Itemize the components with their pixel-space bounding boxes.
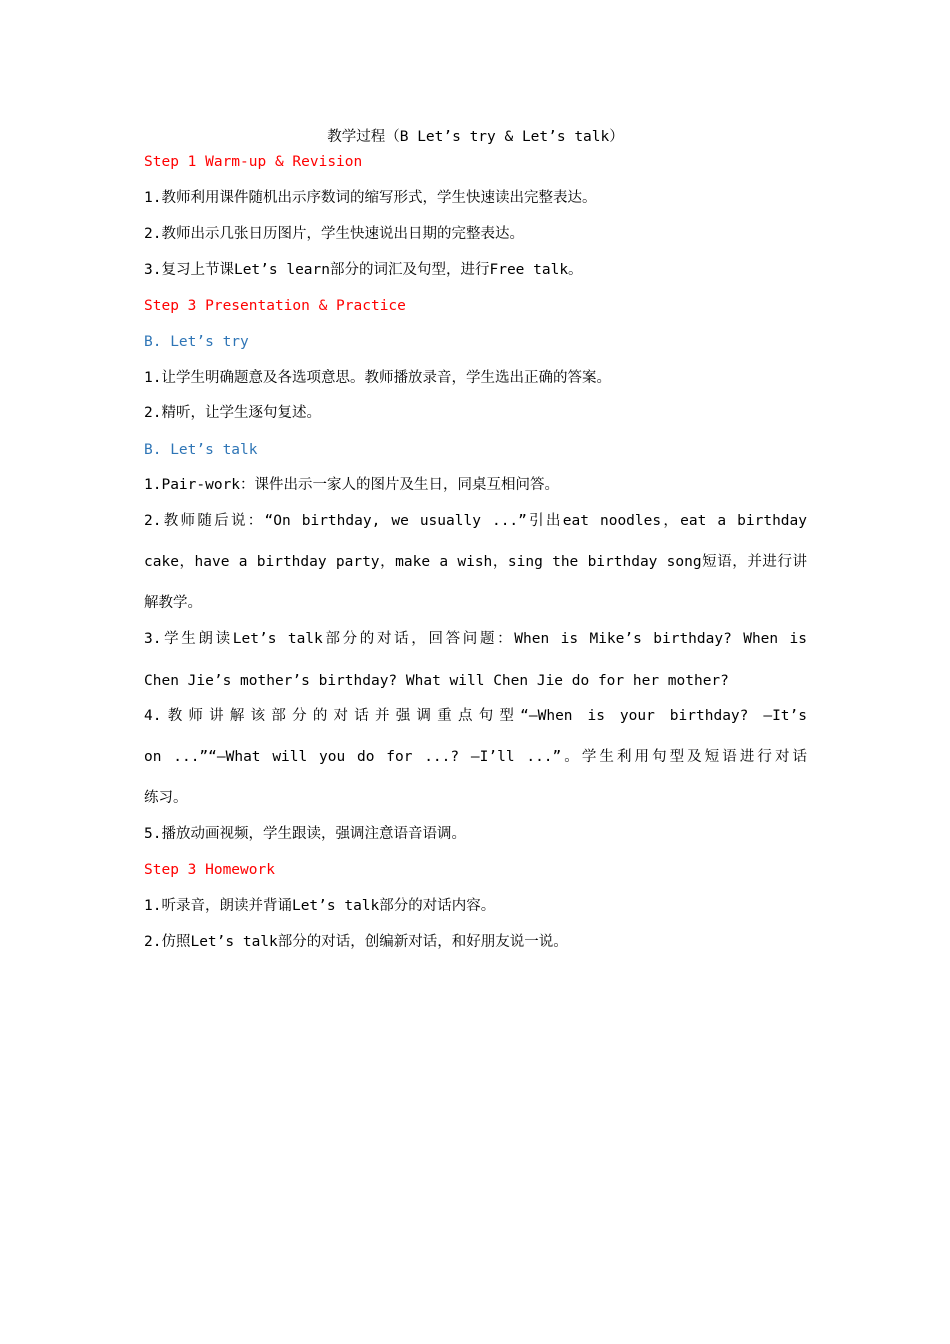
lets-talk-item-4-line-1: 4.教师讲解该部分的对话并强调重点句型“—When is your birthday? —It’s <box>144 708 807 724</box>
lets-talk-item-2-line-3: 解教学。 <box>144 595 202 611</box>
lets-talk-item-3-line-1: 3.学生朗读Let’s talk部分的对话，回答问题：When is Mike’s birthday? When is <box>144 631 807 647</box>
lets-try-heading: B. Let’s try <box>144 334 249 350</box>
step1-item-3: 3.复习上节课Let’s learn部分的词汇及句型，进行Free talk。 <box>144 262 583 278</box>
lets-talk-item-4-line-3: 练习。 <box>144 790 188 806</box>
step3-item-2: 2.仿照Let’s talk部分的对话，创编新对话，和好朋友说一说。 <box>144 934 568 950</box>
step1-item-2: 2.教师出示几张日历图片，学生快速说出日期的完整表达。 <box>144 226 524 242</box>
step3-item-1: 1.听录音，朗读并背诵Let’s talk部分的对话内容。 <box>144 898 496 914</box>
lets-talk-item-2-line-2: cake，have a birthday party，make a wish，sing the birthday song短语，并进行讲 <box>144 554 807 570</box>
lets-talk-item-5: 5.播放动画视频，学生跟读，强调注意语音语调。 <box>144 826 466 842</box>
lets-talk-item-4-line-2: on ...”“—What will you do for ...? —I’ll ...”。学生利用句型及短语进行对话 <box>144 749 807 765</box>
step1-item-1: 1.教师利用课件随机出示序数词的缩写形式，学生快速读出完整表达。 <box>144 190 597 206</box>
step1-heading: Step 1 Warm-up & Revision <box>144 154 363 170</box>
lets-try-item-1: 1.让学生明确题意及各选项意思。教师播放录音，学生选出正确的答案。 <box>144 370 611 386</box>
lets-talk-item-1: 1.Pair-work：课件出示一家人的图片及生日，同桌互相问答。 <box>144 477 560 493</box>
lets-talk-heading: B. Let’s talk <box>144 442 258 458</box>
step2-heading: Step 3 Presentation & Practice <box>144 298 406 314</box>
lets-talk-item-3-line-2: Chen Jie’s mother’s birthday? What will Chen Jie do for her mother? <box>144 673 729 689</box>
lets-talk-item-2-line-1: 2.教师随后说：“On birthday, we usually ...”引出eat noodles，eat a birthday <box>144 513 807 529</box>
step3-heading: Step 3 Homework <box>144 862 275 878</box>
lets-try-item-2: 2.精听，让学生逐句复述。 <box>144 405 321 421</box>
page-title: 教学过程（B Let’s try & Let’s talk） <box>327 129 624 145</box>
